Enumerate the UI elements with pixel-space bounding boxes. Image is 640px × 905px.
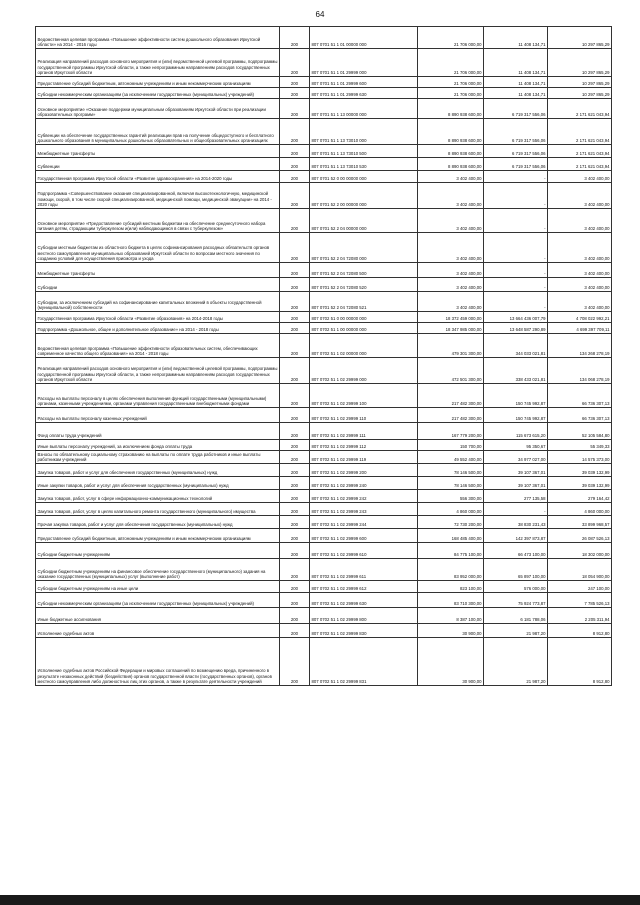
table-row — [36, 278, 612, 292]
row-executed-amount: - — [484, 171, 548, 183]
row-approved-amount: 3 402 400,00 — [418, 233, 484, 263]
row-executed-amount: 65 897 100,00 — [484, 559, 548, 581]
table-row — [36, 233, 612, 263]
row-line-code: 200 — [280, 423, 310, 440]
row-unexecuted-amount: 52 105 584,80 — [548, 423, 612, 440]
row-line-code: 200 — [280, 278, 310, 292]
row-classification-code: 807 0702 51 1 02 29999 800 — [310, 608, 418, 624]
row-name: Закупка товаров, работ, услуг в сфере информационно-коммуникационных технологий — [36, 490, 280, 503]
row-name: Расходы на выплаты персоналу в целях обеспечения выполнения функций государственными (муниципальными) органами, казенными учреждениями, органами управления государственными внебюджетными фондами — [36, 384, 280, 408]
row-executed-amount: - — [484, 263, 548, 278]
row-approved-amount: 217 482 300,00 — [418, 384, 484, 408]
row-unexecuted-amount: 134 068 278,19 — [548, 358, 612, 384]
row-classification-code: 807 0701 52 2 04 72080 521 — [310, 292, 418, 312]
row-line-code: 200 — [280, 145, 310, 158]
row-approved-amount: 8 890 938 600,00 — [418, 99, 484, 119]
row-approved-amount: 78 146 500,00 — [418, 477, 484, 490]
row-classification-code: 807 0701 52 2 04 72080 520 — [310, 278, 418, 292]
row-line-code: 200 — [280, 503, 310, 516]
table-row — [36, 503, 612, 516]
row-executed-amount: - — [484, 183, 548, 209]
table-row — [36, 323, 612, 334]
row-executed-amount: 115 673 615,20 — [484, 423, 548, 440]
row-classification-code: 807 0702 51 1 02 29999 630 — [310, 593, 418, 608]
row-classification-code: 807 0701 51 1 01 00000 000 — [310, 27, 418, 49]
row-unexecuted-amount: 247 100,00 — [548, 581, 612, 593]
row-line-code: 200 — [280, 233, 310, 263]
row-executed-amount: 21 987,20 — [484, 624, 548, 638]
row-classification-code: 807 0701 52 0 00 00000 000 — [310, 171, 418, 183]
row-approved-amount: 472 501 300,00 — [418, 358, 484, 384]
row-executed-amount: - — [484, 233, 548, 263]
row-line-code: 200 — [280, 99, 310, 119]
row-executed-amount: 21 987,20 — [484, 638, 548, 686]
row-executed-amount: 66 473 100,00 — [484, 543, 548, 559]
row-approved-amount: 78 146 500,00 — [418, 464, 484, 477]
row-line-code: 200 — [280, 358, 310, 384]
row-executed-amount: 277 135,58 — [484, 490, 548, 503]
row-executed-amount: 11 408 134,71 — [484, 27, 548, 49]
row-unexecuted-amount: 3 402 400,00 — [548, 263, 612, 278]
row-executed-amount: 6 719 317 556,06 — [484, 119, 548, 145]
row-name: Основное мероприятие «Оказание поддержки муниципальным образованиям Иркутской области при реализации образовательных программ» — [36, 99, 280, 119]
page-number: 64 — [315, 10, 325, 19]
row-classification-code: 807 0701 51 1 01 29999 600 — [310, 77, 418, 88]
row-classification-code: 807 0701 51 1 13 73010 530 — [310, 158, 418, 171]
row-classification-code: 807 0702 51 1 02 29999 831 — [310, 638, 418, 686]
row-line-code: 200 — [280, 529, 310, 543]
row-name: Иные выплаты персоналу учреждений, за исключением фонда оплаты труда — [36, 440, 280, 451]
row-approved-amount: 8 890 938 600,00 — [418, 158, 484, 171]
table-row — [36, 559, 612, 581]
table-row — [36, 464, 612, 477]
row-classification-code: 807 0702 51 1 02 29999 244 — [310, 516, 418, 529]
row-approved-amount: 3 402 400,00 — [418, 263, 484, 278]
row-line-code: 200 — [280, 440, 310, 451]
table-row — [36, 145, 612, 158]
row-approved-amount: 72 730 200,00 — [418, 516, 484, 529]
row-unexecuted-amount: 3 402 400,00 — [548, 209, 612, 233]
table-row — [36, 49, 612, 77]
row-line-code: 200 — [280, 27, 310, 49]
table-row — [36, 334, 612, 358]
row-line-code: 200 — [280, 559, 310, 581]
row-name: Государственная программа Иркутской области «Развитие здравоохранения» на 2014-2020 годы — [36, 171, 280, 183]
row-line-code: 200 — [280, 119, 310, 145]
row-line-code: 200 — [280, 171, 310, 183]
table-row — [36, 171, 612, 183]
row-unexecuted-amount: 66 736 307,13 — [548, 384, 612, 408]
row-line-code: 200 — [280, 49, 310, 77]
row-unexecuted-amount: 10 297 865,29 — [548, 27, 612, 49]
row-approved-amount: 8 387 100,00 — [418, 608, 484, 624]
row-approved-amount: 823 100,00 — [418, 581, 484, 593]
row-executed-amount: - — [484, 278, 548, 292]
row-executed-amount: 38 830 231,43 — [484, 516, 548, 529]
row-line-code: 200 — [280, 408, 310, 423]
row-name: Ведомственная целевая программа «Повышение эффективности систем дошкольного образования Иркутской области» на 2014 - 2016 годы — [36, 27, 280, 49]
row-unexecuted-amount: 3 402 400,00 — [548, 278, 612, 292]
row-approved-amount: 83 710 300,00 — [418, 593, 484, 608]
row-executed-amount: 338 433 021,81 — [484, 358, 548, 384]
row-approved-amount: 150 700,00 — [418, 440, 484, 451]
row-unexecuted-amount: 8 912,80 — [548, 624, 612, 638]
row-executed-amount: 34 977 027,00 — [484, 451, 548, 464]
row-executed-amount: 150 745 992,87 — [484, 384, 548, 408]
row-unexecuted-amount: 7 785 526,13 — [548, 593, 612, 608]
row-classification-code: 807 0702 51 1 02 29999 119 — [310, 451, 418, 464]
row-name: Исполнение судебных актов Российской Федерации и мировых соглашений по возмещению вреда, причиненного в результате незаконных действий (бездействия) органов государственной власти (государственных органов), органов местного самоуправления либо должностных лиц этих органов, а также в результате деятельности учреждений — [36, 638, 280, 686]
table-body — [36, 27, 612, 686]
row-approved-amount: 84 775 100,00 — [418, 543, 484, 559]
row-line-code: 200 — [280, 464, 310, 477]
row-name: Подпрограмма «Совершенствование оказания специализированной, включая высокотехнологичную, медицинской помощи, скорой, в том числе скорой специализированной, медицинской помощи, медицинской эвакуации» на 2014 - 2020 годы — [36, 183, 280, 209]
row-name: Закупка товаров, работ, услуг в целях капитального ремонта государственного (муниципального) имущества — [36, 503, 280, 516]
row-unexecuted-amount: 8 912,80 — [548, 638, 612, 686]
row-unexecuted-amount: 14 575 373,00 — [548, 451, 612, 464]
row-executed-amount: 6 719 317 556,06 — [484, 158, 548, 171]
table-row — [36, 529, 612, 543]
table-row — [36, 543, 612, 559]
scan-edge-bar — [0, 895, 640, 905]
row-name: Ведомственная целевая программа «Повышение эффективности образовательных систем, обеспечивающих современное качество общего образования» на 2014 - 2018 годы — [36, 334, 280, 358]
row-classification-code: 807 0702 51 1 02 29999 000 — [310, 358, 418, 384]
row-classification-code: 807 0702 51 1 02 29999 243 — [310, 503, 418, 516]
row-classification-code: 807 0701 51 1 01 29999 000 — [310, 49, 418, 77]
row-name: Основное мероприятие «Предоставление субсидий местным бюджетам на обеспечение среднесуточного набора питания детям, страдающим туберкулезом и(или) наблюдающимся в связи с туберкулезом» — [36, 209, 280, 233]
table-row — [36, 440, 612, 451]
row-classification-code: 807 0701 51 1 01 29999 630 — [310, 88, 418, 99]
row-name: Субсидии — [36, 278, 280, 292]
row-unexecuted-amount: 3 402 400,00 — [548, 171, 612, 183]
row-approved-amount: 49 552 400,00 — [418, 451, 484, 464]
row-approved-amount: 556 300,00 — [418, 490, 484, 503]
row-name: Расходы на выплаты персоналу казенных учреждений — [36, 408, 280, 423]
row-unexecuted-amount: 4 860 000,00 — [548, 503, 612, 516]
table-row — [36, 77, 612, 88]
row-line-code: 200 — [280, 158, 310, 171]
row-classification-code: 807 0701 52 2 00 00000 000 — [310, 183, 418, 209]
row-classification-code: 807 0702 51 1 02 29999 611 — [310, 559, 418, 581]
row-approved-amount: 3 402 400,00 — [418, 209, 484, 233]
row-name: Исполнение судебных актов — [36, 624, 280, 638]
row-executed-amount: 6 181 788,06 — [484, 608, 548, 624]
row-unexecuted-amount: 26 087 526,13 — [548, 529, 612, 543]
row-unexecuted-amount: 3 402 400,00 — [548, 292, 612, 312]
row-unexecuted-amount: 3 402 400,00 — [548, 233, 612, 263]
table-row — [36, 119, 612, 145]
table-row — [36, 358, 612, 384]
row-executed-amount: 576 000,00 — [484, 581, 548, 593]
row-unexecuted-amount: 18 054 900,00 — [548, 559, 612, 581]
table-row — [36, 451, 612, 464]
row-name: Иные бюджетные ассигнования — [36, 608, 280, 624]
row-line-code: 200 — [280, 608, 310, 624]
budget-execution-table — [35, 26, 612, 686]
row-executed-amount: - — [484, 503, 548, 516]
row-approved-amount: 168 485 400,00 — [418, 529, 484, 543]
row-approved-amount: 3 402 400,00 — [418, 171, 484, 183]
row-name: Закупка товаров, работ и услуг для обеспечения государственных (муниципальных) нужд — [36, 464, 280, 477]
row-classification-code: 807 0702 51 1 02 29999 600 — [310, 529, 418, 543]
row-unexecuted-amount: 2 171 621 043,94 — [548, 158, 612, 171]
row-line-code: 200 — [280, 263, 310, 278]
row-name: Реализация направлений расходов основного мероприятия и (или) ведомственной целевой программы, подпрограммы государственной программы Иркутской области, а также непрограммным направлениям расходов государственных органов Иркутской области — [36, 358, 280, 384]
row-approved-amount: 4 860 000,00 — [418, 503, 484, 516]
row-line-code: 200 — [280, 183, 310, 209]
row-classification-code: 807 0702 51 1 02 29999 200 — [310, 464, 418, 477]
row-name: Государственная программа Иркутской области «Развитие образования» на 2014-2018 годы — [36, 312, 280, 323]
row-approved-amount: 167 779 200,00 — [418, 423, 484, 440]
row-name: Субсидии бюджетным учреждениям — [36, 543, 280, 559]
row-classification-code: 807 0702 51 1 02 29999 111 — [310, 423, 418, 440]
row-approved-amount: 3 402 400,00 — [418, 278, 484, 292]
row-unexecuted-amount: 39 039 132,99 — [548, 477, 612, 490]
row-line-code: 200 — [280, 490, 310, 503]
table-row — [36, 263, 612, 278]
row-executed-amount: 344 033 021,81 — [484, 334, 548, 358]
row-classification-code: 807 0701 52 2 04 00000 000 — [310, 209, 418, 233]
row-classification-code: 807 0702 51 1 00 00000 000 — [310, 323, 418, 334]
row-approved-amount: 3 402 400,00 — [418, 292, 484, 312]
row-executed-amount: 75 924 773,87 — [484, 593, 548, 608]
row-unexecuted-amount: 2 205 311,94 — [548, 608, 612, 624]
row-line-code: 200 — [280, 543, 310, 559]
row-executed-amount: - — [484, 292, 548, 312]
row-name: Предоставление субсидий бюджетным, автономным учреждениям и иным некоммерческим организациям — [36, 529, 280, 543]
row-line-code: 200 — [280, 451, 310, 464]
row-line-code: 200 — [280, 581, 310, 593]
row-name: Предоставление субсидий бюджетным, автономным учреждениям и иным некоммерческим организациям — [36, 77, 280, 88]
row-line-code: 200 — [280, 323, 310, 334]
row-line-code: 200 — [280, 209, 310, 233]
row-executed-amount: 142 397 873,87 — [484, 529, 548, 543]
row-approved-amount: 30 900,00 — [418, 624, 484, 638]
row-line-code: 200 — [280, 312, 310, 323]
row-classification-code: 807 0701 51 1 13 73010 500 — [310, 145, 418, 158]
table-row — [36, 638, 612, 686]
row-classification-code: 807 0701 52 2 04 72080 000 — [310, 233, 418, 263]
row-name: Субсидии бюджетным учреждениям на иные цели — [36, 581, 280, 593]
row-line-code: 200 — [280, 292, 310, 312]
row-approved-amount: 8 890 938 600,00 — [418, 119, 484, 145]
row-approved-amount: 217 482 300,00 — [418, 408, 484, 423]
row-unexecuted-amount: 2 171 621 043,94 — [548, 119, 612, 145]
row-classification-code: 807 0702 51 1 02 29999 240 — [310, 477, 418, 490]
row-classification-code: 807 0702 51 1 02 29999 612 — [310, 581, 418, 593]
row-name: Субвенции — [36, 158, 280, 171]
row-unexecuted-amount: 66 736 307,13 — [548, 408, 612, 423]
row-unexecuted-amount: 55 349,33 — [548, 440, 612, 451]
row-name: Иные закупки товаров, работ и услуг для обеспечения государственных (муниципальных) нужд — [36, 477, 280, 490]
row-name: Фонд оплаты труда учреждений — [36, 423, 280, 440]
row-name: Субсидии некоммерческим организациям (за исключением государственных (муниципальных) учреждений) — [36, 593, 280, 608]
row-line-code: 200 — [280, 516, 310, 529]
row-name: Субвенции на обеспечение государственных гарантий реализации прав на получение общедоступного и бесплатного дошкольного образования в муниципальных дошкольных образовательных и общеобразовательных организациях — [36, 119, 280, 145]
row-classification-code: 807 0701 52 2 04 72080 500 — [310, 263, 418, 278]
table-row — [36, 27, 612, 49]
table-row — [36, 477, 612, 490]
table-row — [36, 608, 612, 624]
row-unexecuted-amount: 134 268 278,19 — [548, 334, 612, 358]
row-line-code: 200 — [280, 334, 310, 358]
row-unexecuted-amount: 10 297 865,29 — [548, 88, 612, 99]
row-line-code: 200 — [280, 624, 310, 638]
row-classification-code: 807 0702 51 1 02 29999 610 — [310, 543, 418, 559]
row-line-code: 200 — [280, 77, 310, 88]
row-approved-amount: 3 402 400,00 — [418, 183, 484, 209]
row-unexecuted-amount: 2 171 621 043,94 — [548, 99, 612, 119]
row-unexecuted-amount: 4 699 397 709,11 — [548, 323, 612, 334]
row-name: Прочая закупка товаров, работ и услуг для обеспечения государственных (муниципальных) нужд — [36, 516, 280, 529]
table-row — [36, 593, 612, 608]
row-name: Реализация направлений расходов основного мероприятия и (или) ведомственной целевой программы, подпрограммы государственной программы Иркутской области, а также непрограммным направлениям расходов государственных органов Иркутской области — [36, 49, 280, 77]
row-executed-amount: 11 408 134,71 — [484, 88, 548, 99]
row-classification-code: 807 0702 51 1 02 29999 100 — [310, 384, 418, 408]
row-executed-amount: 39 107 367,01 — [484, 464, 548, 477]
row-name: Межбюджетные трансферты — [36, 263, 280, 278]
row-unexecuted-amount: 2 171 621 043,94 — [548, 145, 612, 158]
row-classification-code: 807 0702 51 1 02 29999 830 — [310, 624, 418, 638]
table-row — [36, 408, 612, 423]
table-row — [36, 209, 612, 233]
row-line-code: 200 — [280, 638, 310, 686]
row-executed-amount: 39 107 367,01 — [484, 477, 548, 490]
row-executed-amount: 13 648 587 290,89 — [484, 323, 548, 334]
row-approved-amount: 8 890 938 600,00 — [418, 145, 484, 158]
row-name: Взносы по обязательному социальному страхованию на выплаты по оплате труда работников и иные выплаты работникам учреждений — [36, 451, 280, 464]
row-line-code: 200 — [280, 88, 310, 99]
row-approved-amount: 21 706 000,00 — [418, 27, 484, 49]
table-row — [36, 292, 612, 312]
row-line-code: 200 — [280, 477, 310, 490]
table-row — [36, 624, 612, 638]
row-unexecuted-amount: 3 402 400,00 — [548, 183, 612, 209]
row-executed-amount: 6 719 317 556,06 — [484, 99, 548, 119]
table-row — [36, 581, 612, 593]
row-executed-amount: 150 745 992,87 — [484, 408, 548, 423]
row-classification-code: 807 0702 51 1 02 29999 242 — [310, 490, 418, 503]
table-row — [36, 99, 612, 119]
row-unexecuted-amount: 10 297 865,29 — [548, 77, 612, 88]
row-name: Субсидии некоммерческим организациям (за исключением государственных (муниципальных) учреждений) — [36, 88, 280, 99]
row-approved-amount: 30 900,00 — [418, 638, 484, 686]
row-executed-amount: 95 350,67 — [484, 440, 548, 451]
row-unexecuted-amount: 4 708 022 992,21 — [548, 312, 612, 323]
table-row — [36, 88, 612, 99]
row-unexecuted-amount: 33 899 968,57 — [548, 516, 612, 529]
table-row — [36, 516, 612, 529]
row-line-code: 200 — [280, 593, 310, 608]
row-classification-code: 807 0702 51 1 02 29999 112 — [310, 440, 418, 451]
row-approved-amount: 21 706 000,00 — [418, 88, 484, 99]
row-unexecuted-amount: 39 039 132,99 — [548, 464, 612, 477]
table-row — [36, 158, 612, 171]
row-classification-code: 807 0702 51 0 00 00000 000 — [310, 312, 418, 323]
row-unexecuted-amount: 10 297 865,29 — [548, 49, 612, 77]
row-name: Субсидии местным бюджетам из областного бюджета в целях софинансирования расходных обязательств органов местного самоуправления муниципальных образований Иркутской области по вопросам местного значения по созданию условий для осуществления присмотра и ухода — [36, 233, 280, 263]
table-row — [36, 183, 612, 209]
table-row — [36, 384, 612, 408]
row-line-code: 200 — [280, 384, 310, 408]
row-name: Субсидии бюджетным учреждениям на финансовое обеспечение государственного (муниципального) задания на оказание государственных (муниципальных) услуг (выполнение работ) — [36, 559, 280, 581]
row-classification-code: 807 0702 51 1 02 00000 000 — [310, 334, 418, 358]
row-approved-amount: 21 706 000,00 — [418, 49, 484, 77]
row-executed-amount: 11 408 134,71 — [484, 77, 548, 88]
row-classification-code: 807 0701 51 1 13 73010 000 — [310, 119, 418, 145]
row-unexecuted-amount: 279 164,42 — [548, 490, 612, 503]
row-approved-amount: 18 347 985 000,00 — [418, 323, 484, 334]
row-name: Подпрограмма «Дошкольное, общее и дополнительное образование» на 2014 - 2018 годы — [36, 323, 280, 334]
row-approved-amount: 479 301 300,00 — [418, 334, 484, 358]
row-executed-amount: 13 664 436 007,79 — [484, 312, 548, 323]
row-name: Межбюджетные трансферты — [36, 145, 280, 158]
row-name: Субсидии, за исключением субсидий на софинансирование капитальных вложений в объекты государственной (муниципальной) собственности — [36, 292, 280, 312]
table-row — [36, 490, 612, 503]
row-executed-amount: 11 408 134,71 — [484, 49, 548, 77]
table-row — [36, 312, 612, 323]
row-classification-code: 807 0701 51 1 13 00000 000 — [310, 99, 418, 119]
row-classification-code: 807 0702 51 1 02 29999 110 — [310, 408, 418, 423]
row-approved-amount: 21 706 000,00 — [418, 77, 484, 88]
row-executed-amount: - — [484, 209, 548, 233]
row-executed-amount: 6 719 317 556,06 — [484, 145, 548, 158]
row-approved-amount: 83 952 000,00 — [418, 559, 484, 581]
row-unexecuted-amount: 18 302 000,00 — [548, 543, 612, 559]
table-row — [36, 423, 612, 440]
row-approved-amount: 18 372 459 000,00 — [418, 312, 484, 323]
